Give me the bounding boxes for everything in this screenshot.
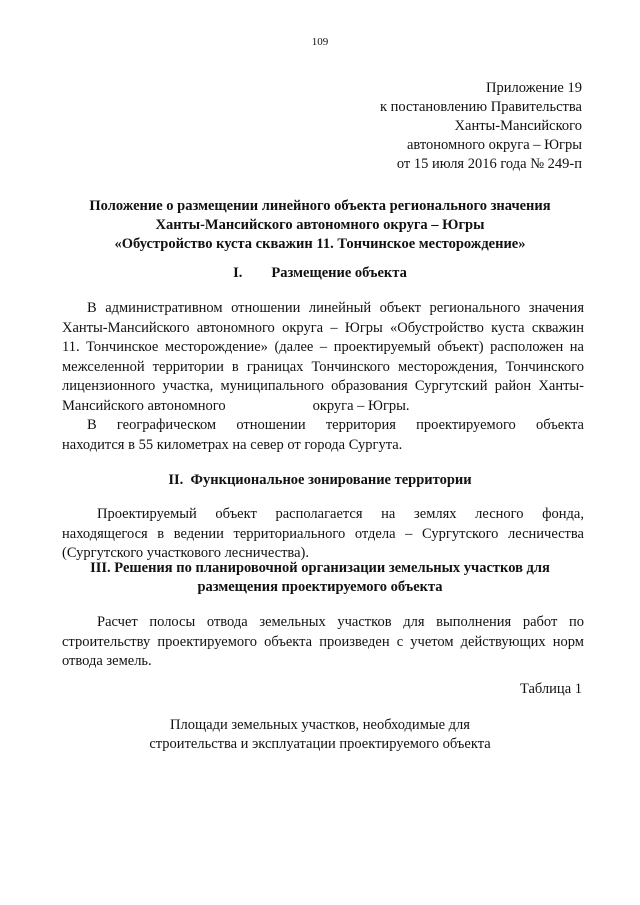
text-line: 11. Тончинское месторождение» (далее – проектируемый объект) расположен на: [62, 339, 584, 355]
text-line: отвода земель.: [62, 653, 152, 669]
appendix-header: [380, 79, 582, 174]
section1-paragraph1: [62, 299, 584, 416]
appendix-line: к постановлению Правительства: [380, 99, 582, 115]
text-line: строительству проектируемого объекта произведен с учетом действующих норм: [62, 633, 584, 650]
section1-paragraph2: [62, 416, 584, 455]
section-heading-3: [60, 559, 580, 597]
table-caption: [60, 716, 580, 754]
text-line: (Сургутского участкового лесничества).: [62, 545, 309, 561]
page-number: 109: [311, 36, 329, 48]
appendix-line: от 15 июля 2016 года № 249-п: [396, 156, 582, 172]
text-line: Расчет полосы отвода земельных участков для выполнения работ по: [97, 614, 584, 630]
text-line: лицензионного участка, муниципального образования Сургутский район Ханты-: [62, 378, 584, 394]
text-line: В географическом отношении территория проектируемого объекта: [87, 417, 584, 433]
text-line: Ханты-Мансийского автономного округа – Югры «Обустройство куста скважин: [62, 319, 584, 336]
section2-paragraph: [62, 505, 584, 564]
section-heading-1: [60, 264, 580, 283]
title-line: Положение о размещении линейного объекта регионального значения: [89, 198, 551, 214]
caption-line: Площади земельных участков, необходимые для: [170, 717, 470, 733]
title-line: «Обустройство куста скважин 11. Тончинское месторождение»: [114, 236, 526, 252]
title-line: Ханты-Мансийского автономного округа – Югры: [155, 217, 485, 233]
text-line: В административном отношении линейный объект регионального значения: [87, 300, 584, 316]
appendix-line: автономного округа – Югры: [406, 137, 582, 153]
section-heading-text: I. Размещение объекта: [233, 265, 407, 281]
section-heading-text: II. Функциональное зонирование территории: [168, 472, 472, 488]
appendix-line: Приложение 19: [486, 80, 582, 96]
text-line: межселенной территории в границах Тончинского месторождения, Тончинского: [62, 358, 584, 375]
section-heading-text: размещения проектируемого объекта: [197, 579, 443, 595]
text-line: находящегося в ведении территориального отдела – Сургутского лесничества: [62, 525, 584, 542]
text-line: Мансийского автономного округа – Югры.: [62, 397, 410, 414]
text-line: находится в 55 километрах на север от города Сургута.: [62, 436, 403, 453]
section3-paragraph: [62, 613, 584, 672]
text-line: Проектируемый объект располагается на землях лесного фонда,: [97, 506, 584, 522]
document-title: [60, 197, 580, 254]
section-heading-2: [60, 471, 580, 490]
caption-line: строительства и эксплуатации проектируемого объекта: [149, 736, 491, 752]
table-label: Таблица 1: [519, 681, 582, 697]
section-heading-text: III. Решения по планировочной организации земельных участков для: [90, 560, 550, 576]
appendix-line: Ханты-Мансийского: [454, 118, 582, 134]
